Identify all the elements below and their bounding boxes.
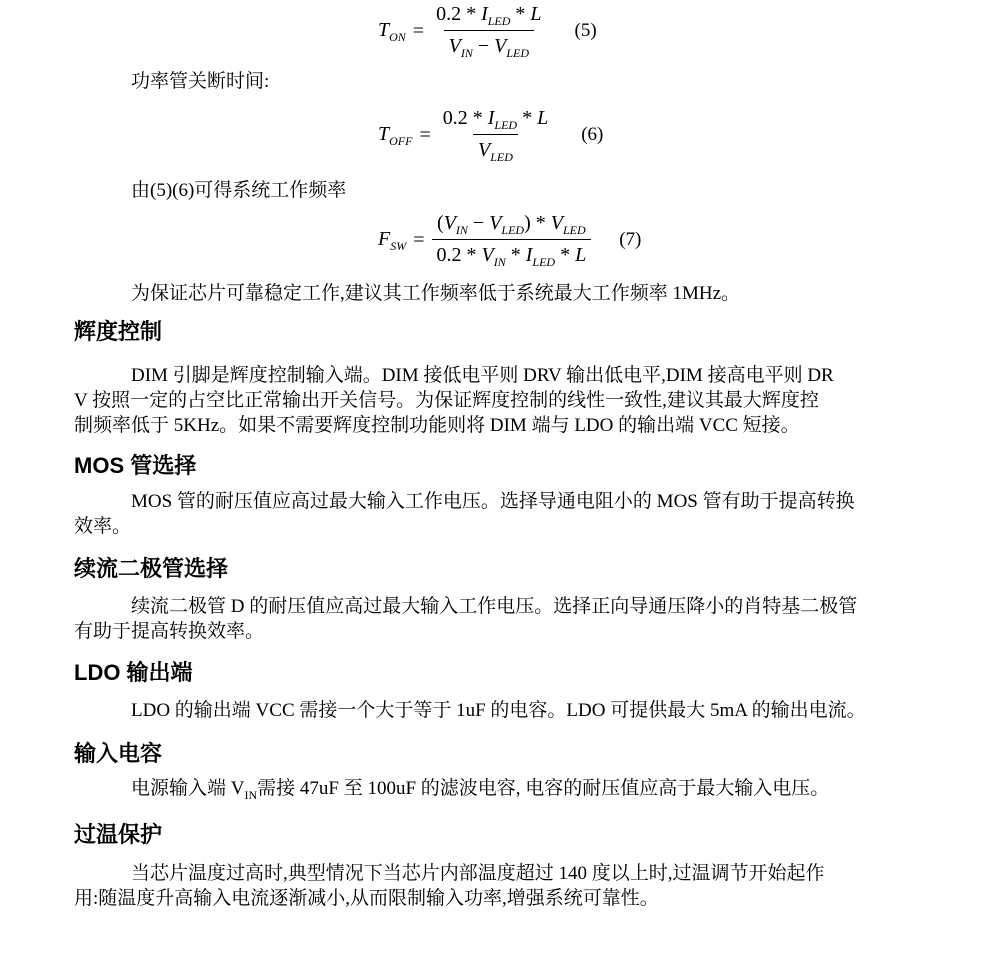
fraction (438, 106, 553, 163)
numerator: $0.2 * I_{LED}$ * L (442, 107, 549, 132)
section-heading-freewheeling-diode-selection: 续流二极管选择 (74, 556, 229, 581)
paragraph-line: 电源输入端 $V_{IN}$需接 47uF 至 100uF 的滤波电容, 电容的耐压值应高于最大输入电压。 (131, 778, 830, 802)
section-heading-mosfet-selection: MOS 管选择 (74, 453, 197, 478)
formula-6-row (378, 106, 945, 163)
numerator: $0.2 * I_{LED}$ * L (436, 3, 542, 28)
formula-5 (378, 2, 547, 59)
formula-5-lhs: $T_{ON}$ (378, 19, 406, 44)
fraction (432, 211, 592, 268)
equation-number: (5) (574, 19, 597, 41)
paragraph-line: DIM 引脚是辉度控制输入端。DIM 接低电平则 DRV 输出低电平,DIM 接高电平则 DR (131, 365, 834, 386)
paragraph-line: LDO 的输出端 VCC 需接一个大于等于 1uF 的电容。LDO 可提供最大 5mA 的输出电流。 (131, 700, 866, 721)
equals-sign: = (412, 19, 425, 42)
paragraph-line: 当芯片温度过高时,典型情况下当芯片内部温度超过 140 度以上时,过温调节开始起作 (131, 862, 825, 884)
denominator: $V_{IN} - V_{LED}$ (444, 30, 534, 59)
paragraph-line: 效率。 (74, 516, 132, 537)
fraction (431, 2, 546, 59)
paragraph-line: 制频率低于 5KHz。如果不需要辉度控制功能则将 DIM 端与 LDO 的输出端 VCC 短接。 (74, 415, 800, 436)
equation-number: (6) (581, 123, 604, 145)
section-body-ldo-output (74, 698, 945, 723)
formula-6 (378, 106, 553, 163)
formula-5-row (378, 2, 945, 59)
paragraph-line: MOS 管的耐压值应高过最大输入工作电压。选择导通电阻小的 MOS 管有助于提高转换 (131, 491, 855, 512)
equals-sign: = (413, 228, 425, 251)
denominator: $0.2 * V_{IN} * I_{LED}$ * L (432, 239, 592, 268)
numerator: $(V_{IN} - V_{LED}) * V_{LED}$ (437, 212, 586, 237)
off-time-label: 功率管关断时间: (131, 71, 270, 92)
paragraph-line: V 按照一定的占空比正常输出开关信号。为保证辉度控制的线性一致性,建议其最大辉度控 (74, 390, 819, 411)
section-body-input-capacitor (74, 776, 945, 808)
section-body-dimming-control (74, 363, 945, 438)
equals-sign: = (419, 123, 431, 146)
formula-7-row (378, 211, 945, 268)
paragraph-line: 用:随温度升高输入电流逐渐减小,从而限制输入功率,增强系统可靠性。 (74, 887, 659, 909)
formula-7-lhs: $F_{SW}$ (378, 228, 407, 253)
denominator: $V_{LED}$ (473, 134, 518, 163)
formula-7 (378, 211, 591, 268)
section-heading-ldo-output: LDO 输出端 (74, 660, 193, 685)
derive-line: 由(5)(6)可得系统工作频率 (131, 180, 347, 201)
paragraph-line: 续流二极管 D 的耐压值应高过最大输入工作电压。选择正向导通压降小的肖特基二极管 (131, 596, 858, 617)
section-heading-over-temperature-protection: 过温保护 (74, 821, 163, 847)
section-body-freewheeling-diode-selection (74, 594, 945, 644)
freq-note-line: 为保证芯片可靠稳定工作,建议其工作频率低于系统最大工作频率 1MHz。 (131, 283, 741, 304)
section-heading-dimming-control: 辉度控制 (74, 319, 163, 344)
vin-subscript: IN (244, 787, 258, 802)
equation-number: (7) (619, 228, 642, 250)
section-heading-input-capacitor: 输入电容 (74, 741, 163, 766)
paragraph-line: 有助于提高转换效率。 (74, 621, 265, 642)
section-body-mosfet-selection (74, 489, 945, 539)
section-body-over-temperature-protection (74, 861, 945, 911)
formula-6-lhs: $T_{OFF}$ (378, 123, 413, 148)
